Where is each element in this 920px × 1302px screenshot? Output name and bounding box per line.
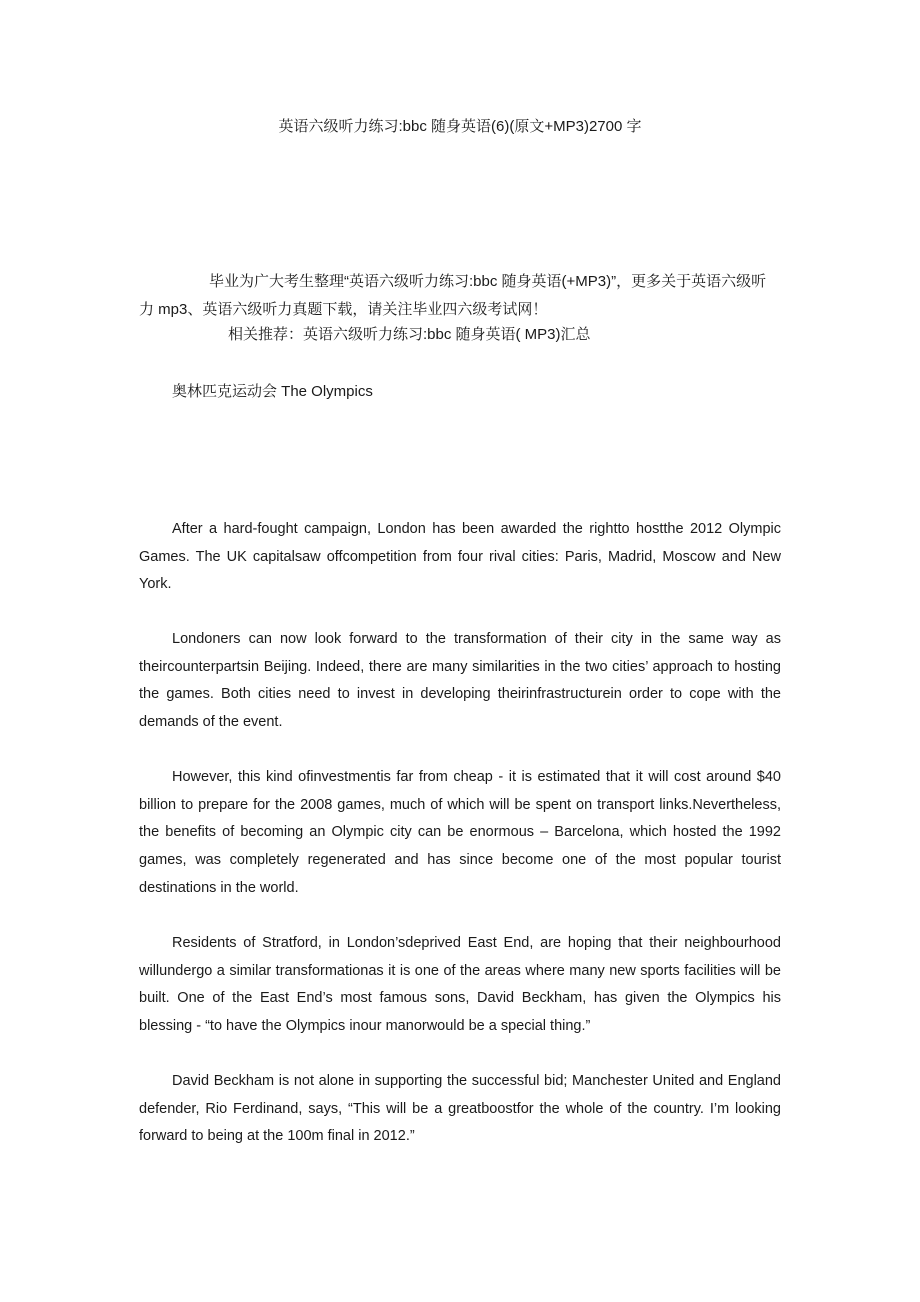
body-paragraph-3: However, this kind ofinvestmentis far from cheap - it is estimated that it will cost around $40 billion to prepare for the 2008 games, much of which will be spent on transport links.Nevertheless, the benefits of becoming an Olympic city can be enormous – Barcelona, which hosted the 1992 games, was completely regenerated and has since become one of the most popular tourist destinations in the world.: [139, 769, 781, 896]
body-paragraph-2: Londoners can now look forward to the transformation of their city in the same way as theircounterpartsin Beijing. Indeed, there are many similarities in the two cities’ approach to hosting the games. Both cities need to invest in developing theirinfrastructurein order to cope with the demands of the event.: [139, 631, 781, 731]
document-title: 英语六级听力练习:bbc 随身英语(6)(原文+MP3)2700 字: [278, 118, 642, 135]
body-paragraph-5: David Beckham is not alone in supporting the successful bid; Manchester United and England defender, Rio Ferdinand, says, “This will be a greatboostfor the whole of the country. I’m looking forward to being at the 100m final in 2012.”: [139, 1073, 781, 1145]
section-heading: 奥林匹克运动会 The Olympics: [172, 383, 373, 400]
body-paragraph-4: Residents of Stratford, in London’sdeprived East End, are hoping that their neighbourhood willundergo a similar transformationas it is one of the areas where many new sports facilities will be built. One of the East End’s most famous sons, David Beckham, has given the Olympics his blessing - “to have the Olympics inour manorwould be a special thing.”: [139, 935, 781, 1035]
related-recommendation: 相关推荐：英语六级听力练习:bbc 随身英语( MP3)汇总: [228, 326, 591, 343]
body-paragraph-1: After a hard-fought campaign, London has been awarded the rightto hostthe 2012 Olympic Games. The UK capitalsaw offcompetition from four rival cities: Paris, Madrid, Moscow and New York.: [139, 521, 781, 593]
intro-paragraph: 毕业为广大考生整理“英语六级听力练习:bbc 随身英语(+MP3)”，更多关于英语六级听力 mp3、英语六级听力真题下载，请关注毕业四六级考试网！: [139, 273, 767, 318]
